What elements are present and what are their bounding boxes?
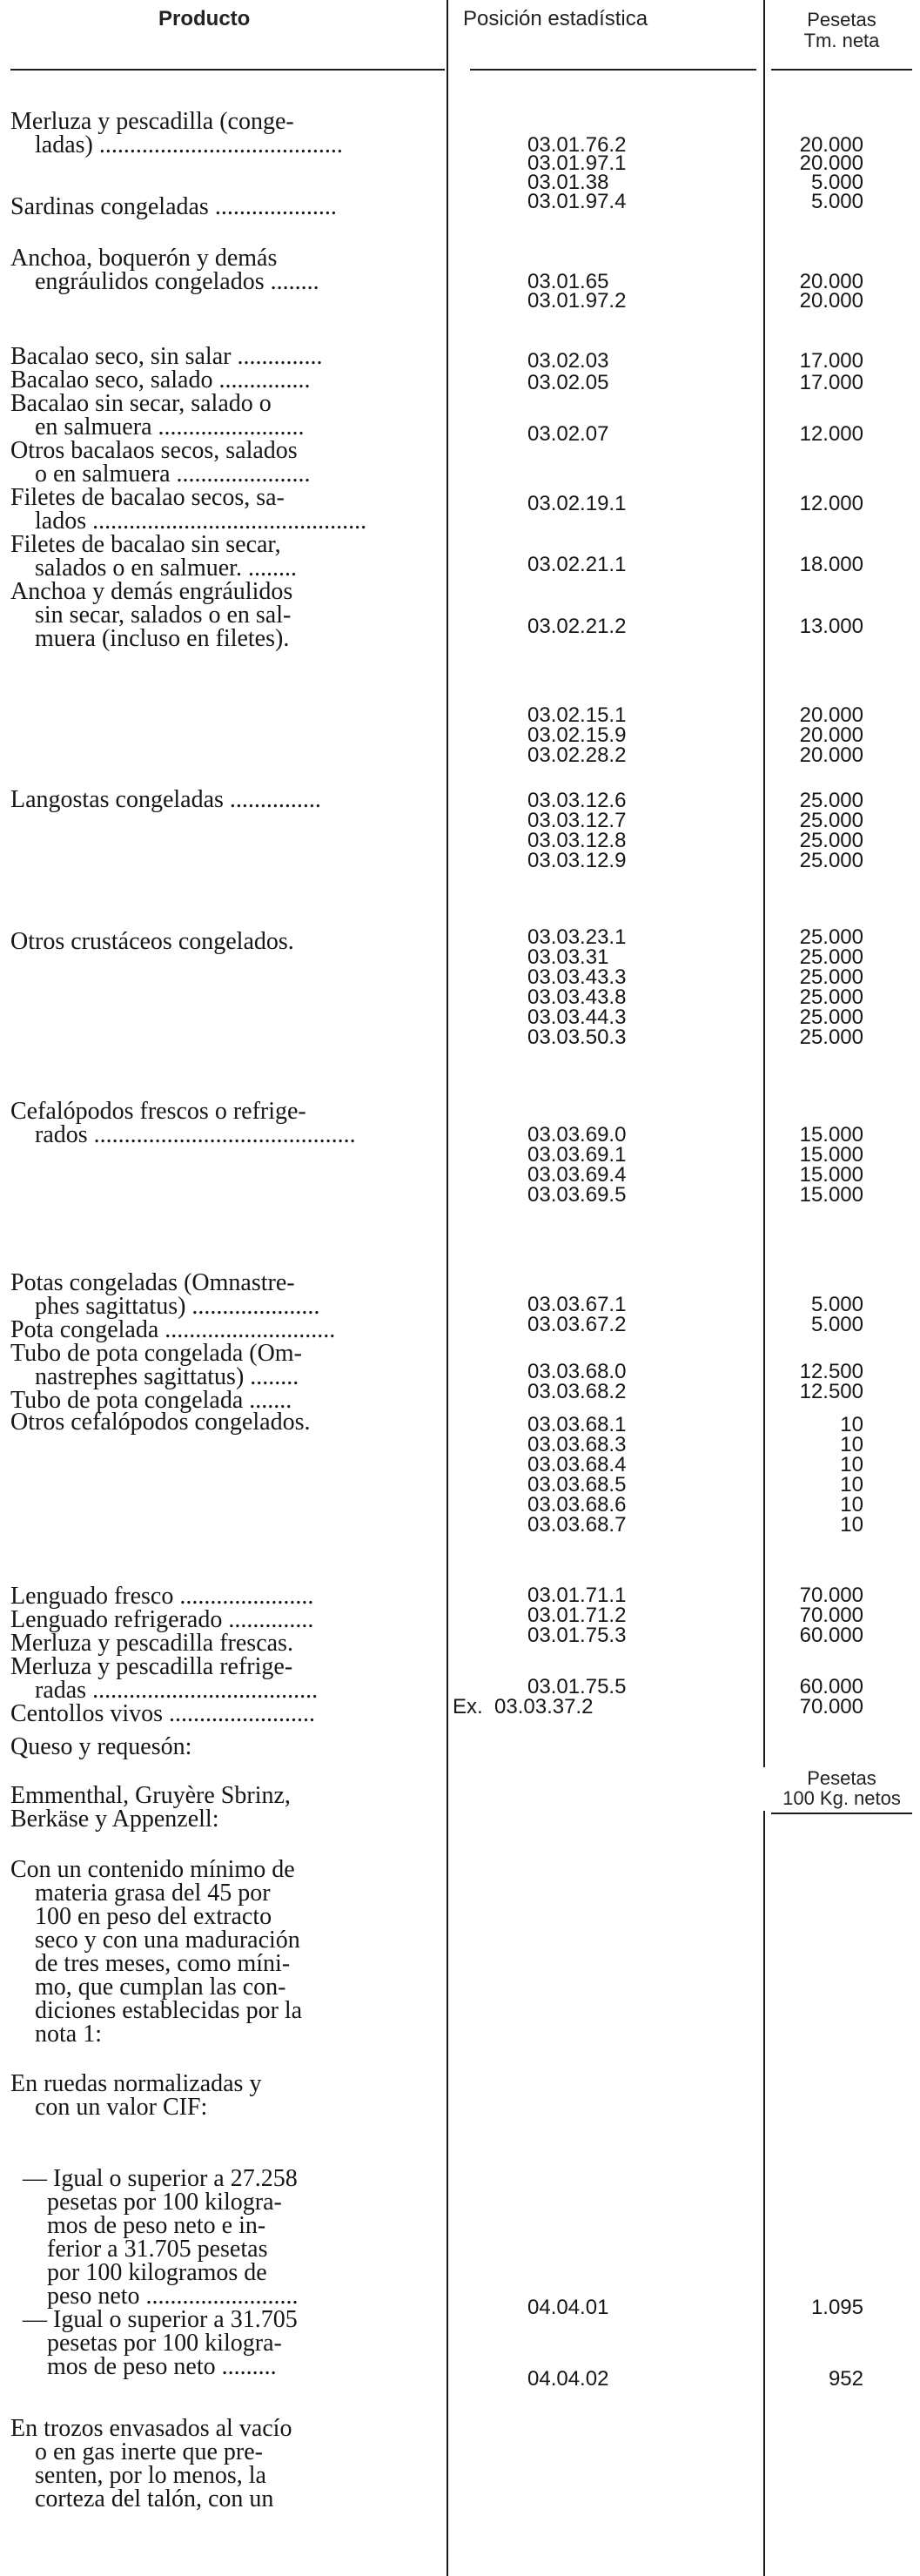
statistical-position: Ex. 03.03.37.2 <box>453 1695 594 1718</box>
statistical-position: 03.03.69.4 <box>527 1163 627 1187</box>
product-line: Merluza y pescadilla (conge- <box>10 108 294 135</box>
product-line: mos de peso neto ......... <box>10 2353 277 2380</box>
statistical-position: 03.02.21.1 <box>527 553 627 576</box>
product-line: Cefalópodos frescos o refrige- <box>10 1098 306 1125</box>
subheader-price-line2: 100 Kg. netos <box>782 1787 901 1809</box>
statistical-position: 03.03.23.1 <box>527 925 627 949</box>
statistical-position: 03.03.68.0 <box>527 1360 627 1383</box>
statistical-position: 03.02.19.1 <box>527 492 627 515</box>
product-line: o en gas inerte que pre- <box>10 2438 263 2465</box>
price-value: 25.000 <box>799 829 863 852</box>
column-header-price-line1: Pesetas <box>807 9 876 30</box>
product-line: Bacalao seco, sin salar .............. <box>10 343 323 370</box>
statistical-position: 03.03.12.6 <box>527 789 627 812</box>
price-value: 70.000 <box>799 1695 863 1718</box>
product-line: Anchoa y demás engráulidos <box>10 578 293 605</box>
product-line: salados o en salmuer. ........ <box>10 555 297 582</box>
header-rule-product <box>10 69 445 71</box>
price-value: 60.000 <box>799 1675 863 1698</box>
statistical-position: 03.03.50.3 <box>527 1026 627 1049</box>
statistical-position: 03.02.21.2 <box>527 615 627 638</box>
product-line: engráulidos congelados ........ <box>10 268 319 295</box>
statistical-position: 03.03.68.4 <box>527 1453 627 1476</box>
price-value: 5.000 <box>810 171 863 194</box>
product-line: peso neto ......................... <box>10 2283 299 2310</box>
product-line: phes sagittatus) ..................... <box>10 1293 320 1320</box>
statistical-position: 03.03.68.7 <box>527 1513 627 1537</box>
column-divider-left <box>447 0 448 2576</box>
statistical-position: 03.02.15.1 <box>527 703 627 727</box>
product-line: Potas congeladas (Omnastre- <box>10 1269 295 1296</box>
price-value: 25.000 <box>799 849 863 872</box>
product-line: Anchoa, boquerón y demás <box>10 245 278 272</box>
product-line: corteza del talón, con un <box>10 2485 274 2512</box>
price-value: 10 <box>840 1473 863 1497</box>
product-line: con un valor CIF: <box>10 2094 208 2121</box>
product-line: En ruedas normalizadas y <box>10 2070 262 2097</box>
product-line: Lenguado fresco ...................... <box>10 1583 314 1610</box>
statistical-position: 03.01.97.2 <box>527 289 627 313</box>
price-value: 25.000 <box>799 1006 863 1029</box>
price-value: 25.000 <box>799 809 863 832</box>
price-value: 10 <box>840 1453 863 1476</box>
product-line: materia grasa del 45 por <box>10 1880 271 1907</box>
product-line: Lenguado refrigerado .............. <box>10 1606 314 1633</box>
price-value: 20.000 <box>799 289 863 313</box>
product-line: Centollos vivos ........................ <box>10 1700 316 1727</box>
statistical-position: 03.03.43.8 <box>527 985 627 1009</box>
product-line: Filetes de bacalao sin secar, <box>10 531 281 558</box>
column-header-price-line2: Tm. neta <box>803 30 880 51</box>
price-value: 10 <box>840 1513 863 1537</box>
product-line: mo, que cumplan las con- <box>10 1974 286 2001</box>
price-value: 25.000 <box>799 965 863 989</box>
statistical-position: 03.03.12.7 <box>527 809 627 832</box>
price-value: 5.000 <box>810 1313 863 1336</box>
statistical-position: 03.03.68.2 <box>527 1380 627 1403</box>
column-header-product: Producto <box>158 7 251 30</box>
statistical-position: 03.01.71.1 <box>527 1584 627 1607</box>
statistical-position: 03.03.68.5 <box>527 1473 627 1497</box>
price-value: 12.500 <box>799 1360 863 1383</box>
statistical-position: 03.01.65 <box>527 270 609 293</box>
product-line: Langostas congeladas ............... <box>10 786 321 813</box>
price-value: 15.000 <box>799 1123 863 1147</box>
price-value: 25.000 <box>799 789 863 812</box>
statistical-position: 03.03.31 <box>527 945 609 969</box>
product-line: Tubo de pota congelada (Om- <box>10 1340 302 1367</box>
statistical-position: 03.01.97.4 <box>527 190 627 213</box>
product-line: senten, por lo menos, la <box>10 2462 266 2489</box>
product-line: nota 1: <box>10 2021 102 2048</box>
product-line: En trozos envasados al vacío <box>10 2415 292 2442</box>
statistical-position: 03.02.15.9 <box>527 723 627 747</box>
price-value: 952 <box>828 2367 863 2391</box>
statistical-position: 03.03.67.1 <box>527 1293 627 1316</box>
product-line: Emmenthal, Gruyère Sbrinz, <box>10 1782 291 1809</box>
statistical-position: 03.01.71.2 <box>527 1604 627 1627</box>
statistical-position: 03.03.68.3 <box>527 1433 627 1456</box>
price-value: 18.000 <box>799 553 863 576</box>
price-value: 5.000 <box>810 190 863 213</box>
price-value: 60.000 <box>799 1624 863 1647</box>
price-value: 15.000 <box>799 1143 863 1167</box>
price-value: 20.000 <box>799 723 863 747</box>
column-divider-right-lower <box>763 1811 765 2576</box>
price-value: 25.000 <box>799 985 863 1009</box>
price-value: 15.000 <box>799 1163 863 1187</box>
statistical-position: 03.01.38 <box>527 171 609 194</box>
statistical-position: 03.03.68.1 <box>527 1413 627 1436</box>
price-value: 1.095 <box>810 2296 863 2319</box>
price-value: 70.000 <box>799 1604 863 1627</box>
price-value: 25.000 <box>799 945 863 969</box>
product-line: Con un contenido mínimo de <box>10 1856 295 1883</box>
product-line: ferior a 31.705 pesetas <box>10 2236 268 2263</box>
product-line: pesetas por 100 kilogra- <box>10 2330 282 2357</box>
price-value: 13.000 <box>799 615 863 638</box>
price-value: 20.000 <box>799 270 863 293</box>
product-line: ladas) ........................................ <box>10 131 343 158</box>
statistical-position: 03.03.69.0 <box>527 1123 627 1147</box>
product-line: Tubo de pota congelada ....... <box>10 1387 292 1414</box>
price-value: 20.000 <box>799 133 863 157</box>
product-line: — Igual o superior a 27.258 <box>10 2165 298 2192</box>
price-value: 12.500 <box>799 1380 863 1403</box>
product-line: sin secar, salados o en sal- <box>10 602 292 629</box>
product-line: rados ........................................... <box>10 1121 356 1148</box>
statistical-position: 03.01.76.2 <box>527 133 627 157</box>
statistical-position: 03.03.69.1 <box>527 1143 627 1167</box>
column-divider-right <box>763 0 765 1767</box>
price-value: 25.000 <box>799 1026 863 1049</box>
price-value: 20.000 <box>799 703 863 727</box>
statistical-position: 03.03.43.3 <box>527 965 627 989</box>
subheader-rule-price <box>771 1813 912 1814</box>
product-line: Merluza y pescadilla refrige- <box>10 1653 293 1680</box>
statistical-position: 03.03.68.6 <box>527 1493 627 1517</box>
statistical-position: 03.03.44.3 <box>527 1006 627 1029</box>
product-line: 100 en peso del extracto <box>10 1903 272 1930</box>
product-line: radas ..................................... <box>10 1677 319 1704</box>
price-value: 10 <box>840 1493 863 1517</box>
statistical-position: 03.02.03 <box>527 349 609 373</box>
column-header-position: Posición estadística <box>463 7 648 30</box>
statistical-position: 03.03.12.9 <box>527 849 627 872</box>
product-line: — Igual o superior a 31.705 <box>10 2306 298 2333</box>
product-line: lados ............................................. <box>10 508 367 535</box>
product-line: mos de peso neto e in- <box>10 2212 266 2239</box>
product-line: de tres meses, como míni- <box>10 1950 291 1977</box>
statistical-position: 03.03.12.8 <box>527 829 627 852</box>
product-line: diciones establecidas por la <box>10 1997 303 2024</box>
product-line: nastrephes sagittatus) ........ <box>10 1363 299 1390</box>
price-value: 20.000 <box>799 151 863 175</box>
product-line: Pota congelada ............................ <box>10 1316 336 1343</box>
statistical-position: 03.02.07 <box>527 422 609 446</box>
statistical-position: 03.02.28.2 <box>527 743 627 767</box>
price-value: 17.000 <box>799 371 863 394</box>
statistical-position: 04.04.01 <box>527 2296 609 2319</box>
statistical-position: 03.02.05 <box>527 371 609 394</box>
product-line: Sardinas congeladas .................... <box>10 193 337 220</box>
statistical-position: 03.03.67.2 <box>527 1313 627 1336</box>
price-value: 17.000 <box>799 349 863 373</box>
price-value: 5.000 <box>810 1293 863 1316</box>
statistical-position: 03.03.69.5 <box>527 1183 627 1207</box>
price-value: 12.000 <box>799 492 863 515</box>
price-value: 70.000 <box>799 1584 863 1607</box>
product-line: Otros bacalaos secos, salados <box>10 437 298 464</box>
statistical-position: 04.04.02 <box>527 2367 609 2391</box>
statistical-position: 03.01.97.1 <box>527 151 627 175</box>
product-line: Merluza y pescadilla frescas. <box>10 1630 293 1657</box>
price-value: 25.000 <box>799 925 863 949</box>
price-value: 15.000 <box>799 1183 863 1207</box>
header-rule-price <box>771 69 912 71</box>
product-line: o en salmuera ...................... <box>10 461 311 488</box>
subheader-price-line1: Pesetas <box>807 1767 876 1789</box>
price-value: 10 <box>840 1433 863 1456</box>
statistical-position: 03.01.75.3 <box>527 1624 627 1647</box>
product-line: muera (incluso en filetes). <box>10 625 290 652</box>
product-line: pesetas por 100 kilogra- <box>10 2189 282 2216</box>
product-line: en salmuera ........................ <box>10 414 305 441</box>
product-line: por 100 kilogramos de <box>10 2259 267 2286</box>
product-line: seco y con una maduración <box>10 1927 300 1954</box>
statistical-position: 03.01.75.5 <box>527 1675 627 1698</box>
product-line: Filetes de bacalao secos, sa- <box>10 484 285 511</box>
product-line: Bacalao sin secar, salado o <box>10 390 272 417</box>
price-value: 10 <box>840 1413 863 1436</box>
price-value: 12.000 <box>799 422 863 446</box>
product-line: Bacalao seco, salado ............... <box>10 367 311 393</box>
product-line: Queso y requesón: <box>10 1733 192 1760</box>
header-rule-position <box>470 69 756 71</box>
product-line: Otros cefalópodos congelados. <box>10 1409 311 1436</box>
product-line: Otros crustáceos congelados. <box>10 928 294 955</box>
price-value: 20.000 <box>799 743 863 767</box>
product-line: Berkäse y Appenzell: <box>10 1806 219 1833</box>
